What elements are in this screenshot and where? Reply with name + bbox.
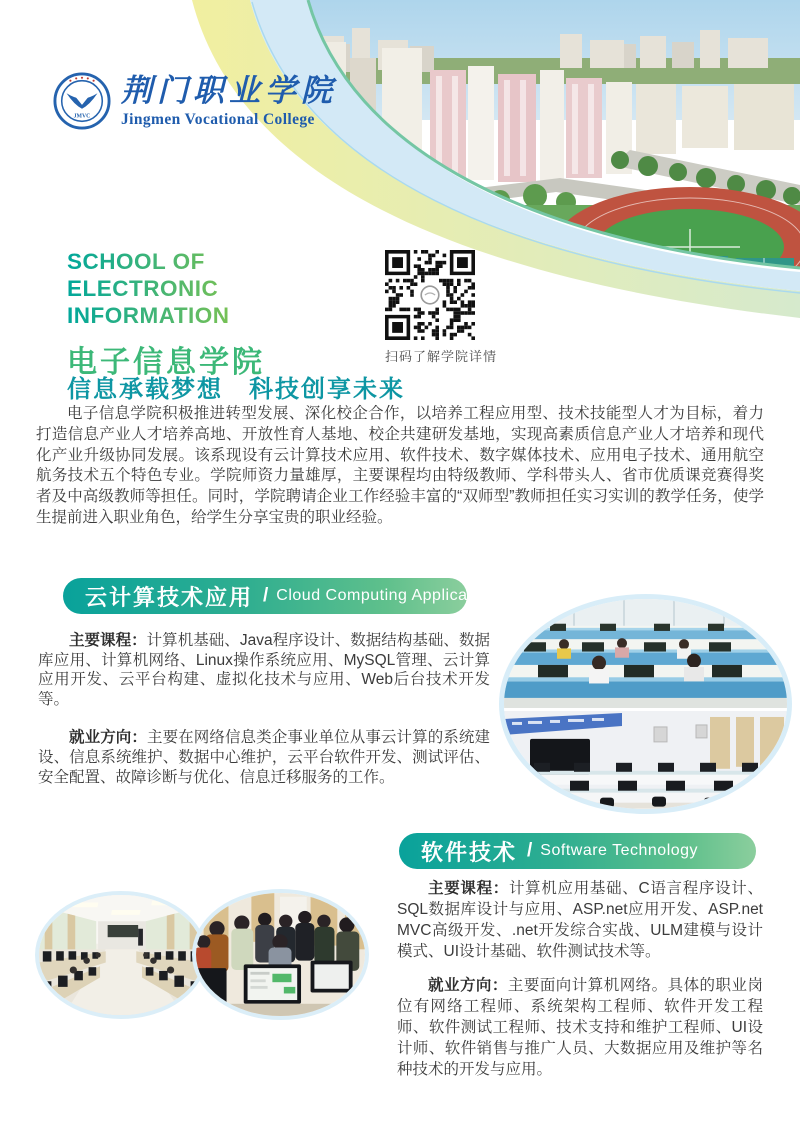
intro-block: [36, 404, 764, 529]
qr-caption: 扫码了解学院详情: [385, 349, 498, 364]
cloud-title-en: Cloud Computing Application: [276, 587, 496, 604]
software-section-header: [399, 833, 756, 869]
svg-text:JMVC: JMVC: [73, 113, 91, 120]
cloud-section-text: [38, 631, 490, 787]
college-logo: [53, 72, 337, 130]
college-name-zh: 荆门职业学院: [121, 73, 337, 108]
college-name-en: Jingmen Vocational College: [121, 111, 315, 128]
lab-photo-computer-room: [35, 891, 207, 1019]
slogan: 信息承载梦想 科技创享未来: [67, 376, 405, 403]
college-emblem-icon: [53, 72, 111, 130]
cloud-career-label: 就业方向：: [69, 729, 147, 747]
cloud-section-header: [63, 578, 496, 614]
software-courses-label: 主要课程：: [428, 880, 509, 897]
school-title-block: [67, 248, 357, 381]
cloud-career-paragraph: 就业方向：主要在网络信息类企事业单位从事云计算的系统建设、信息系统维护、数据中心维护，云平台软件开发、测试评估、安全配置、故障诊断与优化、信息迁移服务的工作。: [38, 729, 490, 786]
software-title-zh: 软件技术: [421, 839, 518, 865]
qr-code: [385, 250, 475, 340]
pill-separator: /: [263, 585, 269, 606]
lab-photo-empty-lab: [504, 711, 787, 809]
school-title-zh: 电子信息学院: [67, 346, 265, 379]
intro-paragraph: 电子信息学院积极推进转型发展、深化校企合作，以培养工程应用型、技术技能型人才为目标，着力打造信息产业人才培养高地、开放性育人基地、校企共建研发基地，实现高素质信息产业人才培养和现代化产业升级协同发展。该系现设有云计算技术应用、软件技术、数字媒体技术、应用电子技术、通用航空航务技术五个特色专业。学院师资力量雄厚，主要课程均由特级教师、学科带头人、省市优质课竞赛得奖者及中高级教师等担任。同时，学院聘请企业工作经验丰富的“双师型”教师担任实习实训的教学任务，使学生提前进入职业角色，给学生分享宝贵的职业经验。: [36, 405, 764, 526]
pill-separator: /: [527, 840, 533, 861]
lab-photo-students-group: [192, 889, 369, 1020]
school-title-en: SCHOOL OF ELECTRONIC INFORMATION: [67, 248, 357, 329]
cloud-title-zh: 云计算技术应用: [85, 584, 254, 610]
software-section-text: [397, 878, 763, 1080]
cloud-courses-paragraph: 主要课程：计算机基础、Java程序设计、数据结构基础、数据库应用、计算机网络、Linux操作系统应用、MySQL管理、云计算应用开发、云平台构建、虚拟化技术与应用、Web后台技术开发等。: [38, 632, 490, 708]
cloud-courses-label: 主要课程：: [69, 632, 147, 649]
software-career-paragraph: 就业方向：主要面向计算机网络。具体的职业岗位有网络工程师、系统架构工程师、软件开发工程师、软件测试工程师、技术支持和维护工程师、UI设计师、软件销售与推广人员、大数据应用及维护等名种技术的开发与应用。: [397, 977, 763, 1078]
software-title-en: Software Technology: [540, 842, 699, 859]
qr-block: [385, 250, 505, 365]
cloud-photo-circle: [499, 594, 792, 814]
software-career-label: 就业方向：: [428, 977, 508, 994]
lab-photo-classroom: [504, 599, 787, 708]
software-courses-paragraph: 主要课程：计算机应用基础、C语言程序设计、SQL数据库设计与应用、ASP.net应用开发、ASP.net MVC高级开发、.net开发综合实战、ULM建模与设计模式、UI设计基础、软件测试技术等。: [397, 880, 763, 960]
